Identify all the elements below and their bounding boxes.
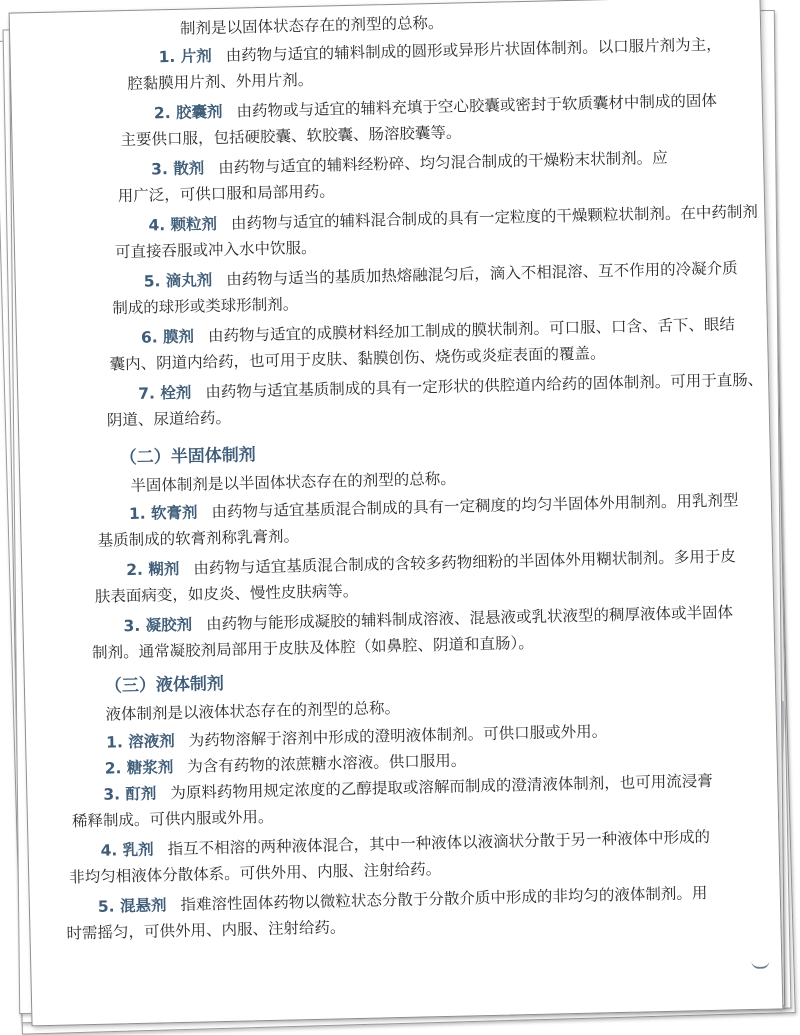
line-text: 稀释制成。可供内服或外用。 — [71, 807, 274, 831]
term-label: 2. 糖浆剂 — [104, 758, 174, 778]
term-label: 6. 膜剂 — [140, 327, 195, 347]
text-line — [115, 237, 317, 264]
text-line — [130, 468, 456, 497]
text-line — [98, 882, 708, 918]
line-text: 由药物与适宜基质混合制成的具有一定稠度的均匀半固体外用制剂。用乳剂型 — [211, 491, 739, 522]
line-text: 由药物与适当的基质加热熔融混匀后，滴入不相混溶、互不作用的冷凝介质 — [226, 259, 738, 289]
term-label: 7. 栓剂 — [138, 383, 192, 403]
line-text: 液体制剂是以液体状态存在的剂型的总称。 — [105, 698, 401, 724]
line-text: 时需摇匀，可供外用、内服、注射给药。 — [66, 918, 346, 943]
line-text: 基质制成的软膏剂称乳膏剂。 — [97, 527, 300, 550]
text-line — [127, 69, 313, 95]
section-heading-liquid: （三）液体制剂 — [104, 673, 225, 697]
term-label: 2. 胶囊剂 — [153, 102, 223, 123]
line-text: 为原料药物用规定浓度的乙醇提取或溶解而制成的澄清液体制剂，也可用流浸膏 — [170, 771, 714, 803]
line-text: 指互不相溶的两种液体混合，其中一种液体以液滴状分散于另一种液体中形成的 — [167, 827, 711, 859]
line-text: 可直接吞服或冲入水中饮服。 — [114, 238, 317, 262]
text-line — [126, 545, 736, 581]
section-heading-semi-solid: （二）半固体制剂 — [119, 445, 256, 469]
line-text: 阴道、尿道给药。 — [106, 408, 232, 430]
text-line — [105, 749, 467, 779]
line-text: 主要供口服，包括硬胶囊、软胶囊、肠溶胶囊等。 — [120, 123, 462, 150]
text-line — [69, 858, 441, 888]
term-label: 2. 糊剂 — [126, 559, 180, 580]
line-text: 由药物与适宜的辅料混合制成的具有一定粒度的干燥颗粒状制剂。在中药制剂 — [230, 202, 759, 233]
text-line — [143, 257, 737, 292]
text-line — [105, 697, 400, 726]
line-text: 为含有药物的浓蔗糖水溶液。供口服用。 — [187, 751, 467, 776]
term-label: 5. 滴丸剂 — [143, 271, 213, 291]
line-text: 指难溶性固体药物以微粒状态分散于分散介质中形成的非均匀的液体制剂。用 — [180, 884, 708, 914]
term-label: 1. 软膏剂 — [128, 503, 198, 524]
line-text: 非均匀相液体分散体系。可供外用、内服、注射给药。 — [69, 860, 442, 887]
text-line — [97, 525, 299, 552]
text-line — [100, 826, 710, 862]
line-text: 半固体制剂是以半固体状态存在的剂型的总称。 — [130, 469, 457, 496]
line-text: 由药物与适宜基质混合制成的含较多药物细粉的半固体外用糊状制剂。多用于皮 — [193, 547, 736, 578]
term-label: 1. 溶液剂 — [105, 732, 175, 752]
term-label: 3. 凝胶剂 — [123, 615, 193, 636]
line-text: 由药物与能形成凝胶的辅料制成溶液、混悬液或乳状液型的稠厚液体或半固体 — [205, 603, 734, 634]
line-text: 由药物与适宜的辅料制成的圆形或异形片状固体制剂。以口服片剂为主， — [225, 35, 722, 65]
text-line — [158, 33, 721, 68]
text-line — [180, 12, 444, 40]
line-text: 为药物溶解于溶剂中形成的澄明液体制剂。可供口服或外用。 — [188, 722, 608, 750]
line-text: 制剂是以固体状态存在的剂型的总称。 — [179, 13, 444, 38]
term-label: 5. 混悬剂 — [97, 896, 167, 916]
text-line — [118, 180, 335, 207]
text-line — [138, 369, 763, 405]
text-line — [148, 201, 758, 237]
text-line — [154, 90, 717, 125]
text-line — [95, 580, 359, 608]
line-text: 制成的球形或类球形制剂。 — [112, 295, 299, 318]
text-line — [151, 147, 668, 181]
document-page — [9, 0, 784, 1026]
text-line — [112, 293, 298, 319]
term-label: 3. 散剂 — [150, 159, 205, 179]
text-line — [106, 720, 607, 753]
line-text: 囊内、阴道内给药，也可用于皮肤、黏膜创伤、烧伤或炎症表面的覆盖。 — [109, 344, 606, 374]
term-label: 4. 乳剂 — [100, 840, 154, 860]
text-line — [66, 916, 345, 944]
term-label: 4. 颗粒剂 — [148, 214, 218, 235]
text-line — [107, 407, 231, 432]
line-text: 腔黏膜用片剂、外用片剂。 — [127, 70, 314, 93]
line-text: 制剂。通常凝胶剂局部用于皮肤及体腔（如鼻腔、阴道和直肠）。 — [91, 633, 534, 662]
line-text: 用广泛，可供口服和局部用药。 — [117, 182, 335, 206]
term-label: 1. 片剂 — [158, 47, 212, 67]
text-line — [120, 121, 461, 151]
line-text: 肤表面病变，如皮炎、慢性皮肤病等。 — [94, 581, 359, 606]
line-text: 由药物与适宜基质制成的具有一定形状的供腔道内给药的固体制剂。可用于直肠、 — [205, 370, 764, 402]
text-line — [141, 313, 735, 348]
text-line — [72, 806, 274, 833]
line-text: 由药物与适宜的辅料经粉碎、均匀混合制成的干燥粉末状制剂。应 — [218, 148, 668, 177]
line-text: 由药物或与适宜的辅料充填于空心胶囊或密封于软质囊材中制成的固体 — [236, 91, 718, 121]
page-corner-mark — [751, 957, 769, 969]
text-line — [92, 632, 534, 664]
line-text: 由药物与适宜的成膜材料经加工制成的膜状制剂。可口服、口含、舌下、眼结 — [207, 315, 736, 346]
text-line — [123, 601, 733, 637]
term-label: 3. 酊剂 — [103, 784, 157, 804]
